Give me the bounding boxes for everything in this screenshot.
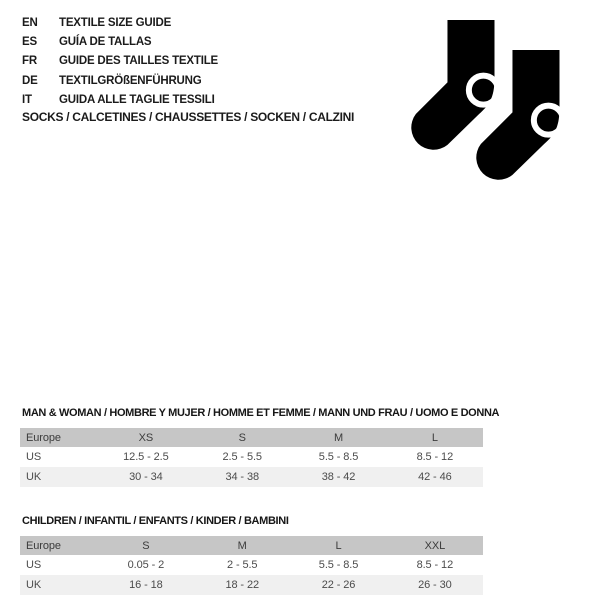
size-cell: 38 - 42	[321, 471, 356, 483]
legend-row	[22, 91, 218, 110]
table-title: CHILDREN / INFANTIL / ENFANTS / KINDER / BAMBINI	[22, 515, 289, 527]
column-header: XXL	[387, 536, 483, 555]
language-label: GUÍA DE TALLAS	[59, 36, 152, 49]
size-cell: 34 - 38	[225, 471, 259, 483]
language-label: TEXTILGRÖßENFÜHRUNG	[59, 74, 202, 87]
region-cell: US	[26, 559, 42, 571]
size-table-children	[20, 536, 483, 595]
table-row	[20, 555, 483, 575]
size-cell: 5.5 - 8.5	[318, 451, 359, 463]
size-cell: 8.5 - 12	[416, 559, 454, 571]
column-header: Europe	[20, 428, 98, 447]
legend-row	[22, 32, 218, 51]
language-code: ES	[22, 36, 37, 49]
column-header: Europe	[20, 536, 98, 555]
language-code: FR	[22, 55, 37, 68]
table-title: MAN & WOMAN / HOMBRE Y MUJER / HOMME ET FEMME / MANN UND FRAU / UOMO E DONNA	[22, 407, 500, 419]
language-legend	[22, 13, 218, 110]
sock-left	[411, 20, 498, 150]
size-cell: 12.5 - 2.5	[123, 451, 169, 463]
size-cell: 18 - 22	[225, 579, 259, 591]
size-cell: 22 - 26	[321, 579, 356, 591]
size-cell: 2 - 5.5	[226, 559, 258, 571]
socks-icon	[405, 14, 565, 184]
column-header: L	[290, 536, 386, 555]
region-cell: US	[26, 451, 42, 463]
size-cell: 42 - 46	[418, 471, 452, 483]
language-label: GUIDE DES TAILLES TEXTILE	[59, 55, 218, 68]
legend-row	[22, 13, 218, 32]
legend-row	[22, 52, 218, 71]
column-header: S	[98, 536, 194, 555]
size-cell: 26 - 30	[418, 579, 452, 591]
size-cell: 2.5 - 5.5	[222, 451, 262, 463]
size-cell: 8.5 - 12	[416, 451, 454, 463]
language-code: EN	[22, 16, 38, 29]
region-cell: UK	[26, 471, 42, 483]
size-table-children-section	[20, 514, 483, 595]
column-header: L	[387, 428, 483, 447]
size-table-adult	[20, 428, 483, 487]
table-header-row	[20, 536, 483, 555]
size-table-adult-section	[20, 406, 500, 487]
table-row	[20, 467, 483, 487]
region-cell: UK	[26, 579, 42, 591]
table-row	[20, 447, 483, 467]
column-header: M	[290, 428, 386, 447]
column-header: S	[194, 428, 290, 447]
language-code: IT	[22, 94, 32, 107]
size-cell: 5.5 - 8.5	[318, 559, 359, 571]
column-header: XS	[98, 428, 194, 447]
table-row	[20, 575, 483, 595]
table-header-row	[20, 428, 483, 447]
legend-row	[22, 71, 218, 90]
socks-icon-svg	[405, 14, 565, 184]
column-header: M	[194, 536, 290, 555]
language-code: DE	[22, 74, 38, 87]
size-cell: 0.05 - 2	[127, 559, 165, 571]
size-cell: 30 - 34	[129, 471, 163, 483]
language-label: TEXTILE SIZE GUIDE	[59, 16, 172, 29]
category-line: SOCKS / CALCETINES / CHAUSSETTES / SOCKEN / CALZINI	[22, 110, 355, 124]
language-label: GUIDA ALLE TAGLIE TESSILI	[59, 94, 215, 107]
size-cell: 16 - 18	[129, 579, 163, 591]
